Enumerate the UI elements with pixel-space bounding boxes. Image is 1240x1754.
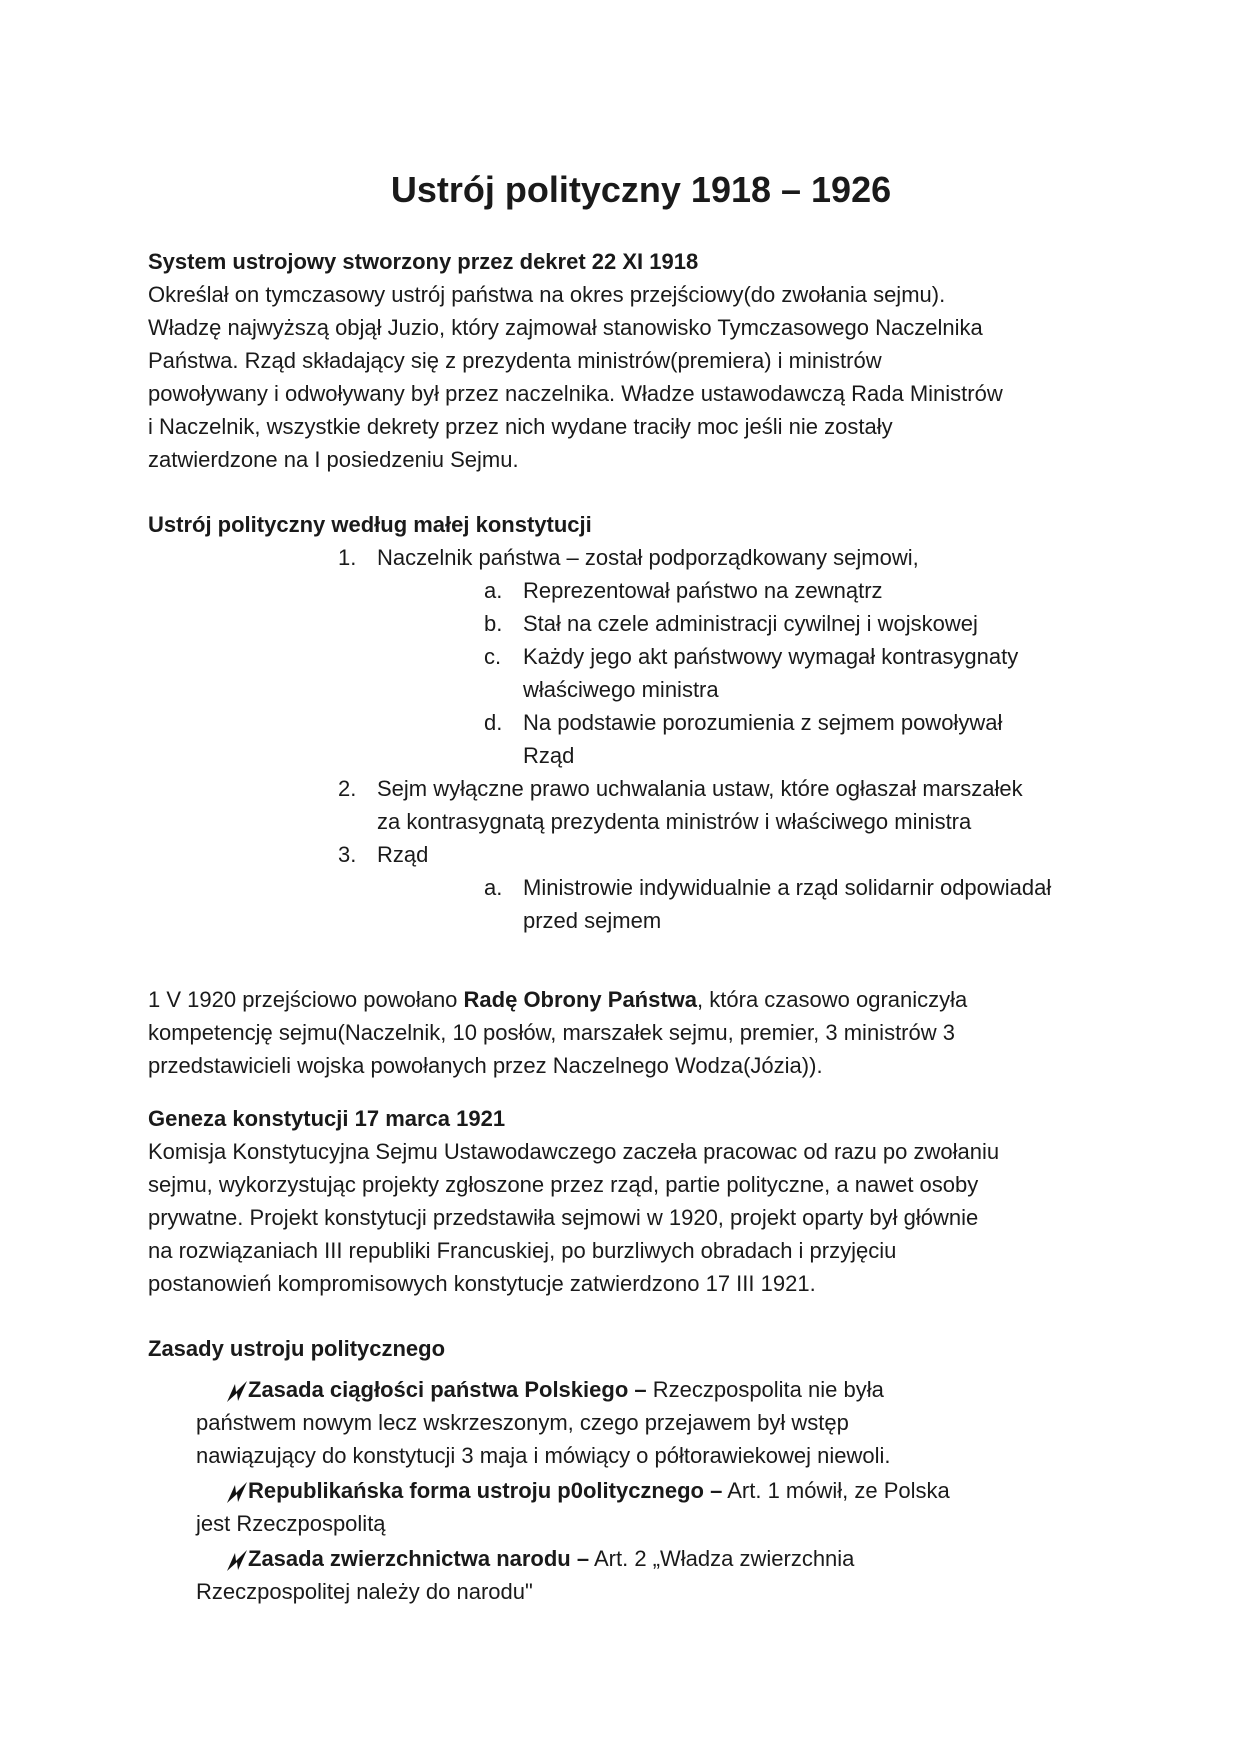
numbered-list [148,541,1128,574]
sublist-item [148,574,1128,607]
list-item-text: za kontrasygnatą prezydenta ministrów i właściwego ministra [377,809,972,835]
text-run: , która czasowo ograniczyła [697,987,968,1013]
list-letter: a. [484,875,503,901]
lightning-bullet-icon [224,1480,250,1506]
sublist-item [148,706,1128,772]
sublist-item-text: Reprezentował państwo na zewnątrz [523,578,883,604]
text-line: postanowień kompromisowych konstytucje zatwierdzono 17 III 1921. [148,1271,816,1297]
bullet-text: nawiązujący do konstytucji 3 maja i mówiący o półtorawiekowej niewoli. [196,1443,891,1469]
sublist-item-text: przed sejmem [523,908,662,934]
paragraph-rada-obrony [148,983,1128,1082]
section-heading-zasady: Zasady ustroju politycznego [148,1336,446,1362]
sublist-item-text: Stał na czele administracji cywilnej i wojskowej [523,611,978,637]
document-title: Ustrój polityczny 1918 – 1926 [390,169,892,210]
list-item [148,838,1128,871]
lightning-bullet-icon [224,1548,250,1574]
text-line [148,983,1128,1016]
text-line: i Naczelnik, wszystkie dekrety przez nich wydane traciły moc jeśli nie zostały [148,414,893,440]
bullet-item [148,1373,1128,1472]
text-line: na rozwiązaniach III republiki Francuskiej, po burzliwych obradach i przyjęciu [148,1238,897,1264]
sublist-item-text: Każdy jego akt państwowy wymagał kontrasygnaty [523,644,1019,670]
section-heading-geneza: Geneza konstytucji 17 marca 1921 [148,1106,506,1132]
lettered-sublist [148,871,1128,937]
list-letter: b. [484,611,503,637]
bullet-bold-term: Republikańska forma ustroju p0olitycznego – [248,1478,723,1504]
document-page [148,168,1128,1610]
sublist-item-text: Na podstawie porozumienia z sejmem powoływał [523,710,1003,736]
bullet-item [148,1542,1128,1608]
sublist-item-text: Rząd [523,743,575,769]
bullet-text: jest Rzeczpospolitą [196,1511,386,1537]
text-line: zatwierdzone na I posiedzeniu Sejmu. [148,447,519,473]
text-line: Określał on tymczasowy ustrój państwa na okres przejściowy(do zwołania sejmu). [148,282,946,308]
sublist-item [148,871,1128,937]
list-letter: c. [484,644,502,670]
text-line: powoływany i odwoływany był przez naczelnika. Władze ustawodawczą Rada Ministrów [148,381,1003,407]
lettered-sublist [148,574,1128,772]
bullet-text: państwem nowym lecz wskrzeszonym, czego przejawem był wstęp [196,1410,849,1436]
section-heading-dekret: System ustrojowy stworzony przez dekret 22 XI 1918 [148,249,699,275]
text-line: Władzę najwyższą objął Juzio, który zajmował stanowisko Tymczasowego Naczelnika [148,315,983,341]
paragraph-geneza [148,1135,1128,1300]
text-line: kompetencję sejmu(Naczelnik, 10 posłów, marszałek sejmu, premier, 3 ministrów 3 [148,1020,955,1046]
text-line: sejmu, wykorzystując projekty zgłoszone przez rząd, partie polityczne, a nawet osoby [148,1172,979,1198]
list-number: 3. [338,842,357,868]
bullet-bold-term: Zasada zwierzchnictwa narodu – [248,1546,590,1572]
list-item [148,772,1128,838]
bullet-text: Art. 1 mówił, ze Polska [722,1478,950,1504]
sublist-item-text: Ministrowie indywidualnie a rząd solidarnir odpowiadał [523,875,1052,901]
bullet-text: Rzeczpospolitej należy do narodu" [196,1579,533,1605]
text-line: Komisja Konstytucyjna Sejmu Ustawodawczego zaczeła pracowac od razu po zwołaniu [148,1139,1000,1165]
text-run: 1 V 1920 przejściowo powołano [148,987,464,1013]
list-item-text: Naczelnik państwa – został podporządkowany sejmowi, [377,545,919,571]
text-line: przedstawicieli wojska powołanych przez Naczelnego Wodza(Józia)). [148,1053,823,1079]
text-line: prywatne. Projekt konstytucji przedstawiła sejmowi w 1920, projekt oparty był głównie [148,1205,979,1231]
bullet-text: Rzeczpospolita nie była [646,1377,884,1403]
list-number: 1. [338,545,357,571]
lightning-bullet-icon [224,1379,250,1405]
numbered-list [148,772,1128,871]
paragraph-dekret [148,278,1128,476]
list-number: 2. [338,776,357,802]
bullet-item [148,1474,1128,1540]
bold-term: Radę Obrony Państwa [463,987,698,1013]
text-line: Państwa. Rząd składający się z prezydenta ministrów(premiera) i ministrów [148,348,882,374]
list-item-text: Rząd [377,842,429,868]
bullet-text: Art. 2 „Władza zwierzchnia [589,1546,855,1572]
list-item-text: Sejm wyłączne prawo uchwalania ustaw, które ogłaszał marszałek [377,776,1023,802]
list-letter: a. [484,578,503,604]
bullet-list [148,1373,1128,1608]
bullet-bold-term: Zasada ciągłości państwa Polskiego – [248,1377,647,1403]
sublist-item [148,607,1128,640]
list-letter: d. [484,710,503,736]
sublist-item-text: właściwego ministra [523,677,719,703]
list-item [148,541,1128,574]
sublist-item [148,640,1128,706]
section-heading-mala-konstytucja: Ustrój polityczny według małej konstytucji [148,512,592,538]
